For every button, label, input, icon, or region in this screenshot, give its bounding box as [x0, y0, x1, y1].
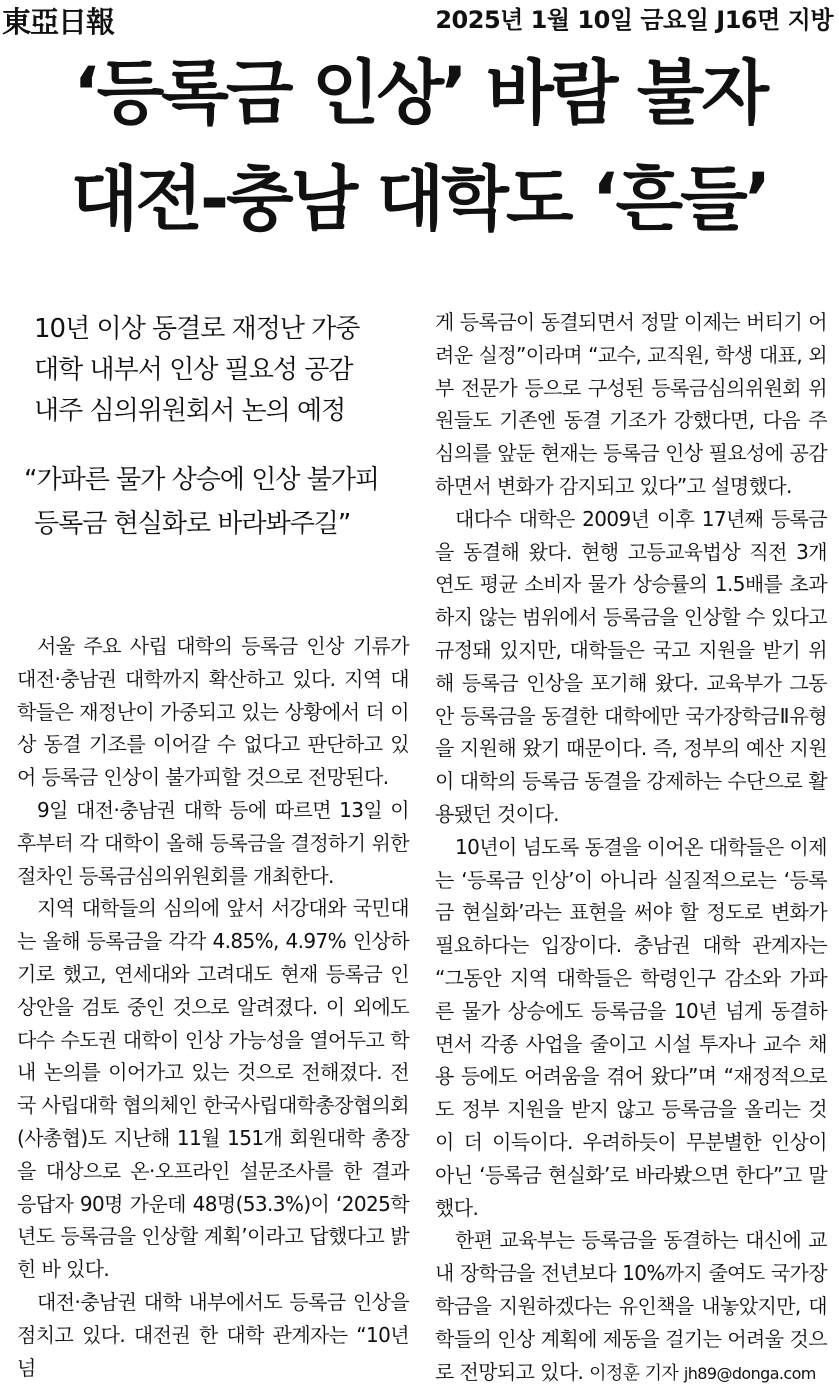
pull-quote-line: 등록금 현실화로 바라봐주길”: [34, 509, 351, 539]
paragraph: [435, 1224, 827, 1390]
subheadings: [34, 310, 414, 433]
pull-quote-line: “가파른 물가 상승에 인상 불가피: [24, 465, 380, 495]
headline-line-2: 대전-충남 대학도 ‘흔들’: [70, 158, 769, 240]
subheading: 대학 내부서 인상 필요성 공감: [34, 355, 353, 385]
paragraph: 게 등록금이 동결되면서 정말 이제는 버티기 어려운 실정”이라며 “교수, 교직원, 학생 대표, 외부 전문가 등으로 구성된 등록금심의위원회 위원들도 기존엔 동결 기조가 강했다면, 다음 주 심의를 앞둔 현재는 등록금 인상 필요성에 공감하면서 변화가 감지되고 있다”고 설명했다.: [435, 310, 827, 498]
byline: 이정훈 기자: [589, 1362, 679, 1384]
subheading: 10년 이상 동결로 재정난 가중: [34, 314, 360, 344]
byline-email[interactable]: jh89@donga.com: [683, 1363, 816, 1383]
paragraph: 대전·충남권 대학 내부에서도 등록금 인상을 점치고 있다. 대전권 한 대학 관계자는 “10년 넘: [17, 1289, 409, 1380]
paragraph-text: 한편 교육부는 등록금을 동결하는 대신에 교내 장학금을 전년보다 10%까지 줄여도 국가장학금을 지원하겠다는 유인책을 내놓았지만, 대학들의 인상 계획에 제동을 걸기는 어려울 것으로 전망되고 있다.: [435, 1228, 827, 1384]
paragraph: 10년이 넘도록 동결을 이어온 대학들은 이제는 ‘등록금 인상’이 아니라 실질적으로는 ‘등록금 현실화’라는 표현을 써야 할 정도로 변화가 필요하다는 입장이다. 충남권 대학 관계자는 “그동안 지역 대학들은 학령인구 감소와 가파른 물가 상승에도 등록금을 10년 넘게 동결하면서 각종 사업을 줄이고 시설 투자나 교수 채용 등에도 어려움을 겪어 왔다”며 “재정적으로도 정부 지원을 받지 않고 등록금을 올리는 것이 더 이득이다. 우려하듯이 무분별한 인상이 아닌 ‘등록금 현실화’로 바라봤으면 한다”고 말했다.: [435, 834, 827, 1220]
paragraph: 9일 대전·충남권 대학 등에 따르면 13일 이후부터 각 대학이 올해 등록금을 결정하기 위한 절차인 등록금심의위원회를 개최한다.: [17, 797, 409, 888]
paragraph: 서울 주요 사립 대학의 등록금 인상 기류가 대전·충남권 대학까지 확산하고 있다. 지역 대학들은 재정난이 가중되고 있는 상황에서 더 이상 동결 기조를 이어갈 수 없다고 판단하고 있어 등록금 인상이 불가피할 것으로 전망된다.: [17, 634, 409, 790]
pull-quote: [24, 460, 414, 548]
article-column-right: [435, 306, 827, 1390]
masthead: [0, 0, 839, 44]
article-column-left: [17, 630, 409, 1384]
headline-line-1: ‘등록금 인상’ 바람 불자: [73, 52, 766, 134]
dateline: 2025년 1월 10일 금요일 J16면 지방: [435, 6, 833, 34]
paragraph: 대다수 대학은 2009년 이후 17년째 등록금을 동결해 왔다. 현행 고등교육법상 직전 3개 연도 평균 소비자 물가 상승률의 1.5배를 초과하지 않는 범위에서 등록금을 인상할 수 있다고 규정돼 있지만, 대학들은 국고 지원을 받기 위해 등록금 인상을 포기해 왔다. 교육부가 그동안 등록금을 동결한 대학에만 국가장학금Ⅱ유형을 지원해 왔기 때문이다. 즉, 정부의 예산 지원이 대학의 등록금 동결을 강제하는 수단으로 활용됐던 것이다.: [435, 506, 827, 826]
newspaper-logo: 東亞日報: [2, 5, 115, 39]
subheading: 내주 심의위원회서 논의 예정: [34, 396, 346, 426]
paragraph: 지역 대학들의 심의에 앞서 서강대와 국민대는 올해 등록금을 각각 4.85%, 4.97% 인상하기로 했고, 연세대와 고려대도 현재 등록금 인상안을 검토 중인 것으로 알려졌다. 이 외에도 다수 수도권 대학이 인상 가능성을 열어두고 학내 논의를 이어가고 있는 것으로 전해졌다. 전국 사립대학 협의체인 한국사립대학총장협의회(사총협)도 지난해 11월 151개 회원대학 총장을 대상으로 온·오프라인 설문조사를 한 결과 응답자 90명 가운데 48명(53.3%)이 ‘2025학년도 등록금을 인상할 계획’이라고 답했다고 밝힌 바 있다.: [17, 896, 409, 1282]
